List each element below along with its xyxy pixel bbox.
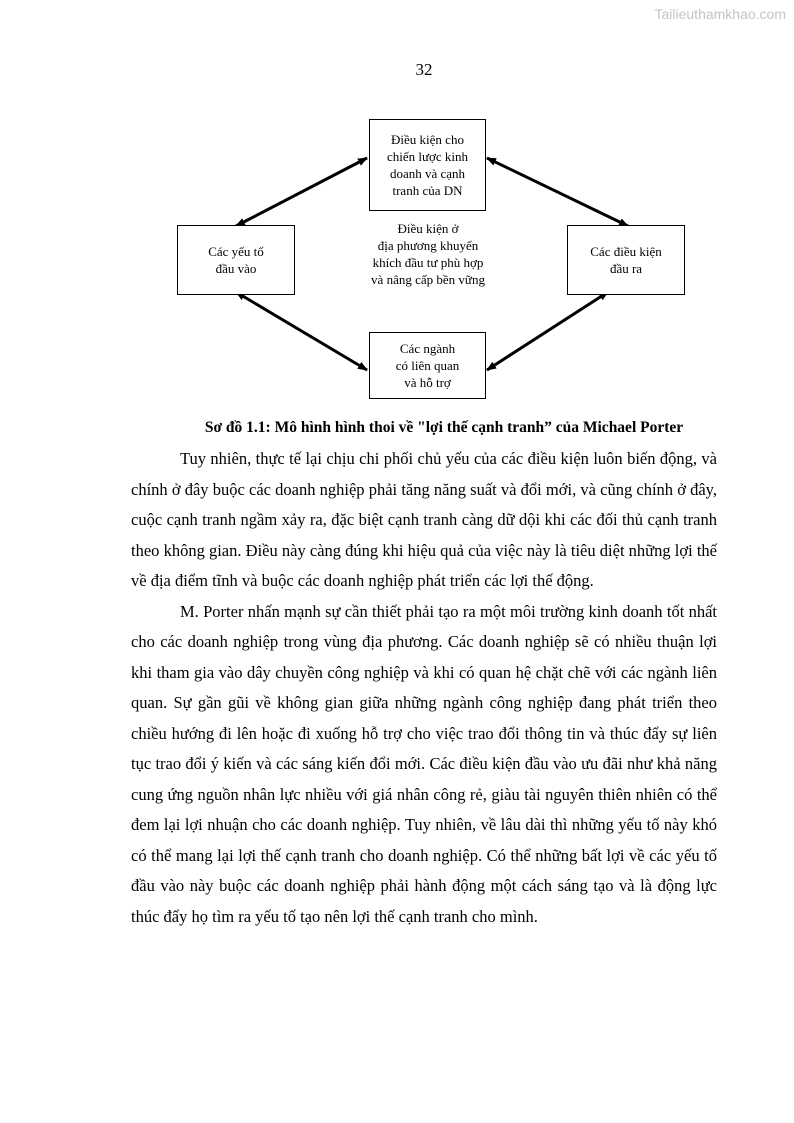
box-text: đầu vào bbox=[215, 261, 257, 276]
center-line: và nâng cấp bền vững bbox=[371, 272, 485, 287]
center-line: địa phương khuyến bbox=[377, 238, 479, 253]
box-text: Các điều kiện bbox=[590, 244, 662, 259]
strategy-conditions-box bbox=[369, 119, 486, 211]
center-line: khích đầu tư phù hợp bbox=[372, 255, 484, 270]
figure-caption: Sơ đồ 1.1: Mô hình hình thoi về "lợi thế cạnh tranh” của Michael Porter bbox=[204, 419, 684, 436]
output-conditions-box bbox=[567, 225, 685, 295]
watermark: Tailieuthamkhao.com bbox=[654, 6, 786, 22]
diagram-center-text bbox=[345, 220, 511, 288]
box-text: và hỗ trợ bbox=[404, 375, 451, 390]
box-text: Điều kiện cho bbox=[391, 132, 464, 147]
box-text: tranh của DN bbox=[392, 183, 463, 198]
box-text: chiến lược kinh bbox=[386, 149, 469, 164]
box-text: Các ngành bbox=[399, 341, 456, 356]
page-number: 32 bbox=[415, 60, 433, 79]
paragraph: Tuy nhiên, thực tế lại chịu chi phối chủ yếu của các điều kiện luôn biến động, và chính ở đây buộc các doanh nghiệp phải tăng năng suất và đổi mới, và cũng chính ở đây, cuộc cạnh tranh ngầm xảy ra, đặc biệt cạnh tranh càng dữ dội khi các đối thủ cạnh tranh theo không gian. Điều này càng đúng khi hiệu quả của việc này là tiêu diệt những lợi thế về địa điểm tĩnh và buộc các doanh nghiệp phát triển các lợi thế động. bbox=[131, 449, 717, 590]
center-line: Điều kiện ở bbox=[397, 221, 459, 236]
arrow-bottom-left bbox=[236, 292, 367, 370]
arrow-bottom-right bbox=[487, 292, 608, 370]
porter-diamond-diagram bbox=[0, 0, 794, 420]
box-text: có liên quan bbox=[395, 358, 460, 373]
body-text bbox=[131, 444, 717, 932]
paragraph: M. Porter nhấn mạnh sự cần thiết phải tạo ra một môi trường kinh doanh tốt nhất cho các doanh nghiệp trong vùng địa phương. Các doanh nghiệp sẽ có nhiều thuận lợi khi tham gia vào dây chuyền công nghiệp và khi có quan hệ chặt chẽ với các ngành liên quan. Sự gần gũi về không gian giữa những ngành công nghiệp đang phát triển theo chiều hướng đi lên hoặc đi xuống hỗ trợ cho việc trao đổi thông tin và thúc đẩy sự liên tục trao đổi ý kiến và các sáng kiến đổi mới. Các điều kiện đầu vào ưu đãi như khả năng cung ứng nguồn nhân lực nhiều với giá nhân công rẻ, giàu tài nguyên thiên nhiên có thể đem lại lợi nhuận cho các doanh nghiệp. Tuy nhiên, về lâu dài thì những yếu tố này khó có thể mang lại lợi thế cạnh tranh cho doanh nghiệp. Có thể những bất lợi về các yếu tố đầu vào này buộc các doanh nghiệp phải hành động một cách sáng tạo và là động lực thúc đẩy họ tìm ra yếu tố tạo nên lợi thế cạnh tranh cho mình. bbox=[131, 601, 717, 926]
related-industries-box bbox=[369, 332, 486, 399]
box-text: doanh và cạnh bbox=[389, 166, 466, 181]
arrow-top-left bbox=[236, 158, 367, 226]
input-factors-box bbox=[177, 225, 295, 295]
box-text: đầu ra bbox=[609, 261, 643, 276]
arrow-top-right bbox=[487, 158, 628, 226]
box-text: Các yếu tố bbox=[208, 244, 264, 259]
